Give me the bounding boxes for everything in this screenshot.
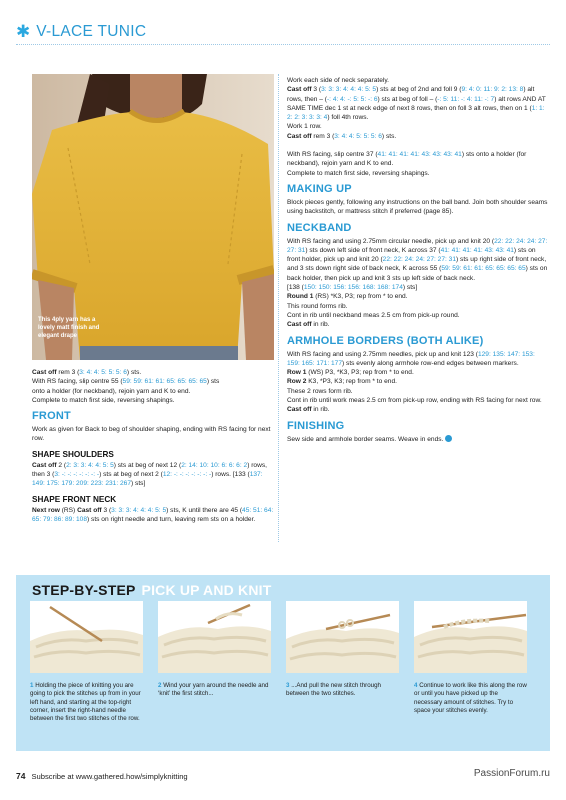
left-column — [32, 368, 276, 524]
page-edge — [0, 0, 3, 800]
heading-neckband: NECKBAND — [287, 221, 352, 234]
text: ) sts — [206, 378, 220, 386]
title-light: PICK UP AND KNIT — [141, 582, 272, 598]
paragraph — [287, 150, 549, 169]
size-values: 41: 41: 41: 41: 43: 43: 43: 41 — [377, 151, 462, 159]
knitting-illustration — [286, 601, 399, 673]
text: With RS facing, slip centre 37 ( — [287, 151, 378, 159]
spacer — [287, 141, 549, 150]
text: ) sts onto a holder (for neckband), rejoin yarn and K to end. — [287, 151, 527, 168]
step-number: 2 — [158, 682, 162, 689]
text: ) alt rows, then – ( — [287, 86, 535, 103]
step-description: Continue to work like this along the row or until you have picked up the necessary amount of stitches. Try to space your stitches evenly. — [414, 682, 527, 714]
paragraph — [287, 377, 549, 386]
watermark: PassionForum.ru — [473, 768, 550, 779]
step-2 — [158, 601, 271, 699]
paragraph: Work 1 row. — [287, 123, 322, 131]
text: With RS facing and using 2.75mm circular needle, pick up and knit 20 ( — [287, 237, 495, 245]
text: in rib. — [311, 406, 330, 414]
step-photo — [286, 601, 399, 673]
instruction-keyword: Cast off — [287, 321, 312, 329]
tunic-photo — [32, 74, 274, 360]
paragraph — [287, 350, 549, 369]
text: ) sts] — [131, 480, 146, 488]
paragraph — [287, 368, 549, 377]
knitting-illustration — [158, 601, 271, 673]
text: ) sts up right side of front neck, and 3 sts down right side of back neck, K across 55 ( — [287, 256, 547, 273]
text: Sew side and armhole border seams. Weave in ends. — [287, 435, 444, 443]
text: [138 ( — [287, 284, 304, 292]
heading-armhole-borders: ARMHOLE BORDERS (BOTH ALIKE) — [287, 334, 484, 347]
text: With RS facing and using 2.75mm needles, pick up and knit 123 ( — [287, 350, 478, 358]
text: in rib. — [311, 321, 330, 329]
text: (WS) P3, *K3, P3; rep from * to end. — [306, 369, 414, 377]
text: ) sts on back holder, then pick up and knit 3 sts up left side of back neck. — [287, 265, 548, 282]
text: ) sts, K until there are 45 ( — [166, 506, 243, 514]
step-3 — [286, 601, 399, 699]
text: rem 3 ( — [311, 132, 335, 140]
instruction-keyword: Cast off — [32, 369, 57, 376]
text: ) sts on front holder, pick up and knit 20 ( — [287, 246, 536, 264]
step-1 — [30, 601, 143, 723]
size-values: 22: 22: 24: 24: 27: 27: 31 — [287, 237, 548, 254]
text: rem 3 ( — [56, 369, 80, 376]
text: 3 ( — [101, 506, 112, 514]
text: 3 ( — [311, 86, 322, 94]
text: ) sts at beg of foll – ( — [377, 95, 438, 103]
step-number: 1 — [30, 682, 34, 689]
step-text — [286, 682, 399, 699]
size-values: 45: 51: 64: 65: 79: 86: 89: 108 — [32, 506, 274, 523]
step-by-step-title — [32, 582, 272, 598]
paragraph: Complete to match first side, reversing shapings. — [287, 169, 430, 177]
size-values: 3: 4: 4: 5: 5: 5: 6 — [79, 369, 127, 376]
paragraph: These 2 rows form rib. — [287, 387, 353, 395]
text: ) sts on right needle and turn, leaving rem sts on a holder. — [87, 515, 256, 523]
text: ) sts at beg of next 12 ( — [113, 461, 182, 469]
step-text — [158, 682, 271, 699]
paragraph: Complete to match first side, reversing shapings. — [32, 396, 175, 404]
text: ) sts] — [402, 284, 418, 292]
text: ) sts. — [381, 132, 397, 140]
step-photo — [414, 601, 527, 673]
knitting-illustration — [30, 601, 143, 673]
instruction-keyword: Cast off — [287, 86, 312, 94]
instruction-keyword: Row 2 — [287, 378, 307, 386]
step-description: Wind your yarn around the needle and ‘knit’ the first stitch... — [158, 682, 269, 698]
instruction-keyword: Cast off — [77, 506, 102, 514]
paragraph: Cont in rib until work meas 2.5 cm from pick-up row, ending with RS facing for next row. — [287, 397, 542, 405]
paragraph — [287, 237, 549, 283]
subscribe-link[interactable]: Subscribe at www.gathered.how/simplyknitting — [31, 772, 188, 781]
column-divider — [278, 74, 279, 542]
size-values: 22: 22: 24: 24: 27: 27: 31 — [382, 256, 456, 264]
step-number: 3 — [286, 682, 290, 689]
text: 2 ( — [56, 461, 67, 469]
paragraph — [32, 506, 276, 525]
paragraph — [287, 85, 549, 122]
step-4 — [414, 601, 527, 715]
heading-shape-front-neck: SHAPE FRONT NECK — [32, 494, 117, 504]
photo-caption: This 4ply yarn has a lovely matt finish and elegant drape — [38, 317, 100, 339]
heading-shape-shoulders: SHAPE SHOULDERS — [32, 449, 114, 459]
text: K3, *P3, K3; rep from * to end. — [306, 378, 397, 386]
text: With RS facing, slip centre 55 ( — [32, 378, 123, 386]
size-values: 12: -: -: -: -: -: -: - — [162, 471, 212, 479]
paragraph — [32, 461, 276, 489]
paragraph — [287, 283, 549, 292]
step-number: 4 — [414, 682, 418, 689]
size-values: 41: 41: 41: 41: 43: 43: 41 — [440, 246, 514, 254]
paragraph: onto a holder (for neckband), rejoin yarn and K to end. — [32, 387, 191, 395]
instruction-keyword: Cast off — [287, 406, 312, 414]
text: ) rows, then 3 ( — [32, 461, 267, 479]
heading-finishing: FINISHING — [287, 419, 345, 432]
instruction-keyword: Cast off — [32, 461, 57, 469]
size-values: 2: 3: 3: 4: 4: 5: 5 — [66, 461, 114, 469]
paragraph — [287, 132, 549, 141]
instruction-keyword: Next row — [32, 506, 60, 514]
size-values: 150: 150: 156: 156: 168: 168: 174 — [303, 284, 403, 292]
step-photo — [158, 601, 271, 673]
title-dark: STEP-BY-STEP — [32, 582, 136, 598]
step-text — [30, 682, 143, 723]
end-mark-icon — [445, 435, 452, 442]
text: ) alt rows AND AT SAME TIME dec 1 st at neck edge of next 8 rows, then on foll 3 alt rows, then on 1 ( — [287, 95, 546, 112]
text: (RS) — [59, 506, 78, 514]
size-values: -: 5: 11: -: 4: 11: -: 7 — [437, 95, 495, 103]
size-values: 59: 59: 61: 61: 65: 65: 65: 65 — [122, 378, 207, 386]
paragraph — [287, 405, 549, 414]
text: ) rows. [133 ( — [211, 471, 250, 479]
size-values: 137: 149: 175: 179: 209: 223: 231: 267 — [32, 471, 263, 488]
paragraph — [287, 320, 549, 329]
section-header — [16, 22, 146, 42]
text: ) sts down left side of front neck, K across 37 ( — [305, 246, 441, 254]
knitting-illustration — [414, 601, 527, 673]
instruction-keyword: Round 1 — [287, 293, 314, 301]
text: (RS) *K3, P3; rep from * to end. — [313, 293, 408, 301]
page-number: 74 — [16, 771, 26, 781]
text: ) sts at beg of next 2 ( — [99, 471, 163, 479]
step-photo — [30, 601, 143, 673]
size-values: 9: 4: 0: 11: 9: 2: 13: 8 — [461, 86, 524, 94]
asterisk-icon: ✱ — [16, 22, 31, 42]
step-text — [414, 682, 527, 715]
step-description: Holding the piece of knitting you are going to pick the stitches up from in your left hand, and starting at the top-right corner, insert the right-hand needle between the first two stitches of the row. — [30, 682, 141, 723]
size-values: 59: 59: 61: 61: 65: 65: 65: 65 — [441, 265, 526, 273]
instruction-keyword: Row 1 — [287, 369, 307, 377]
paragraph — [32, 368, 276, 377]
text: ) sts evenly along armhole row-end edges between markers. — [342, 359, 519, 367]
size-values: 3: -: -: -: -: -: -: - — [54, 471, 100, 479]
text: ) sts at beg of 2nd and foll 9 ( — [376, 86, 462, 94]
page-footer — [16, 771, 188, 781]
paragraph: Work each side of neck separately. — [287, 77, 390, 84]
size-values: 129: 135: 147: 153: 159: 165: 171: 177 — [287, 350, 535, 367]
header-divider — [16, 44, 550, 45]
size-values: 3: 4: 4: 5: 5: 5: 6 — [334, 132, 382, 140]
step-description: ...And pull the new stitch through between the two stitches. — [286, 682, 381, 698]
size-values: -: 4: 4: -: 5: 5: -: 6 — [326, 95, 378, 103]
size-values: 2: 14: 10: 10: 6: 6: 6: 2 — [181, 461, 248, 469]
heading-making-up: MAKING UP — [287, 182, 352, 195]
text: ) sts. — [126, 369, 142, 376]
heading-front: FRONT — [32, 410, 71, 423]
size-values: 1: 1: 2: 2: 3: 3: 3: 4 — [287, 104, 545, 122]
paragraph: Block pieces gently, following any instructions on the ball band. Join both shoulder seams using backstitch, or mattress stitch if preferred (page 85). — [287, 198, 548, 216]
paragraph: This round forms rib. — [287, 302, 348, 310]
paragraph — [287, 435, 549, 444]
page-title: V-LACE TUNIC — [36, 23, 147, 40]
step-by-step-panel — [16, 575, 550, 751]
right-column — [287, 76, 549, 444]
size-values: 3: 3: 3: 4: 4: 4: 5: 5 — [111, 506, 167, 514]
paragraph — [32, 377, 276, 386]
text: ) foll 4th rows. — [327, 114, 369, 122]
paragraph — [287, 292, 549, 301]
paragraph: Cont in rib until neckband meas 2.5 cm from pick-up round. — [287, 311, 460, 319]
size-values: 3: 3: 3: 4: 4: 4: 5: 5 — [321, 86, 377, 94]
instruction-keyword: Cast off — [287, 132, 312, 140]
paragraph: Work as given for Back to beg of shoulder shaping, ending with RS facing for next row. — [32, 426, 271, 443]
